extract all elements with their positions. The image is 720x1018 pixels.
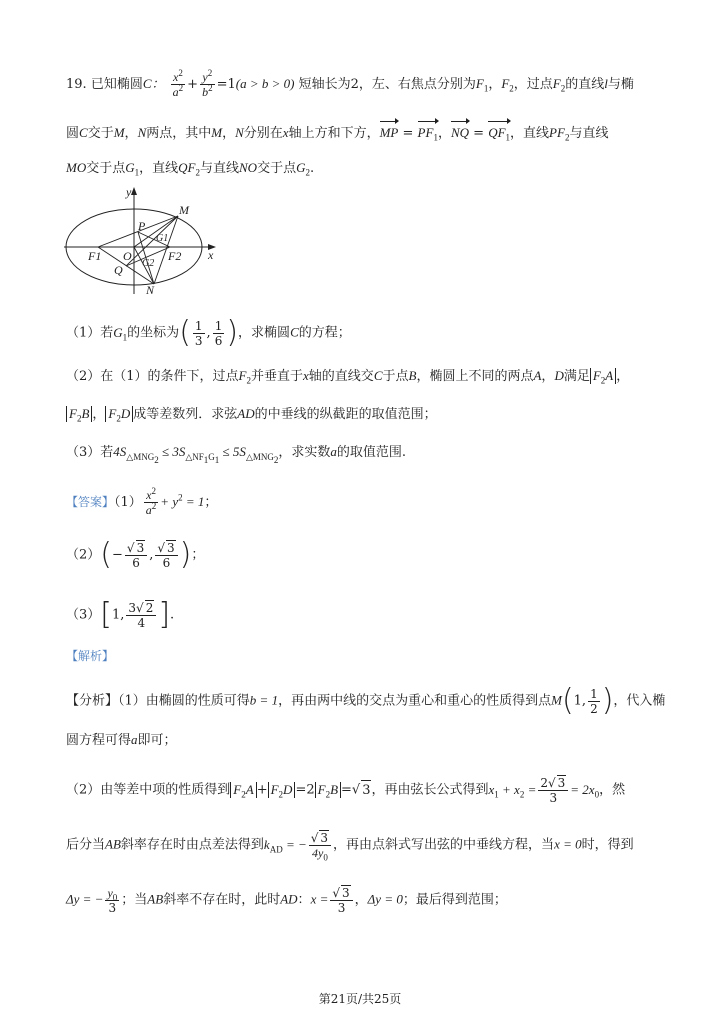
ellipse-diagram	[62, 184, 222, 296]
diagram-label-m: M	[179, 203, 189, 217]
problem-line-1: 19. 已知椭圆C： $\frac{x^2}{a^2}$ + $\frac{y^2}{b^2}$ =1(a > b > 0) 短轴长为2，左、右焦点分别为$F_1$，$F_2$，过点$F_2$的直线l与椭	[66, 68, 634, 99]
answer-2: （2）(− $\frac{√ 3}{6}$ , $\frac{√ 3}{6}$ )；	[66, 537, 205, 572]
part-2-line-1: （2）在（1）的条件下，过点$F_2$并垂直于x轴的直线交C于点B，椭圆上不同的两点A，D满足 $F_2A$ ，	[66, 368, 630, 386]
diagram-label-x: x	[208, 248, 214, 262]
analysis-line-2: 圆方程可得a即可；	[66, 732, 177, 748]
diagram-label-f1: F1	[88, 249, 102, 263]
page-footer: 第21页/共25页	[318, 992, 402, 1006]
answer-1: 【答案】（1） $\frac{x^2}{a^2}$ + $y^2 = 1$；	[66, 486, 218, 517]
problem-line-2: 圆C交于M，N两点，其中M，N分别在x轴上方和下方，MP = $PF_1$，NQ = $QF_1$，直线$PF_2$与直线	[66, 120, 654, 144]
analysis-tag-line	[66, 646, 654, 667]
part-3: （3）若$4S_{\triangle MNG_2} \le 3S_{\triangle NF_1G_1} \le 5S_{\triangle MNG_2}$，求实数a的取值范围.	[66, 444, 407, 465]
diagram-label-g2: G2	[142, 258, 155, 269]
part-2-line-2: $F_2B$ ， $F_2D$ 成等差数列．求弦AD的中垂线的纵截距的取值范围；	[66, 404, 654, 425]
diagram-label-p: P	[138, 219, 146, 233]
analysis-line-1: 【分析】（1）由椭圆的性质可得b = 1，再由两中线的交点为重心和重心的性质得到点M(1, $\frac{1}{2}$ )，代入椭	[66, 683, 666, 718]
analysis-line-3: （2）由等差中项的性质得到 $F_2A + F_2D =2$ $F_2B$ =√ 3，再由弦长公式得到$x_1 + x_2$ = $\frac{2√ 3}{3}$ = $2x_0$，然	[66, 776, 626, 805]
analysis-line-5: Δy = − $\frac{y_0}{3}$ ；当AB斜率不存在时，此时AD：x = $\frac{√ 3}{3}$ ，Δy = 0；最后得到范围；	[66, 885, 507, 915]
answer-3: （3）[1, $\frac{3√ 2}{4}$ ].	[66, 597, 175, 632]
diagram-label-n: N	[146, 283, 155, 296]
diagram-label-g1: G1	[156, 233, 169, 244]
problem-line-3: MO交于点$G_1$，直线$QF_2$与直线NO交于点$G_2$.	[66, 160, 315, 178]
diagram-label-o: O	[123, 249, 132, 263]
diagram-label-f2: F2	[168, 249, 182, 263]
analysis-line-4: 后分当AB斜率存在时由点差法得到$k_{AD}$ = − $\frac{√ 3}{4y_0}$ ，再由点斜式写出弦的中垂线方程，当x = 0时，得到	[66, 831, 634, 863]
answer-tag: 【答案】	[66, 495, 115, 509]
diagram-label-q: Q	[114, 263, 123, 277]
diagram-label-y: y	[126, 185, 132, 199]
part-1: （1）若$G_1$的坐标为( $\frac{1}{3}$ , $\frac{1}{6}$ )，求椭圆C的方程；	[66, 315, 351, 350]
analysis-tag: 【解析】	[66, 649, 115, 663]
